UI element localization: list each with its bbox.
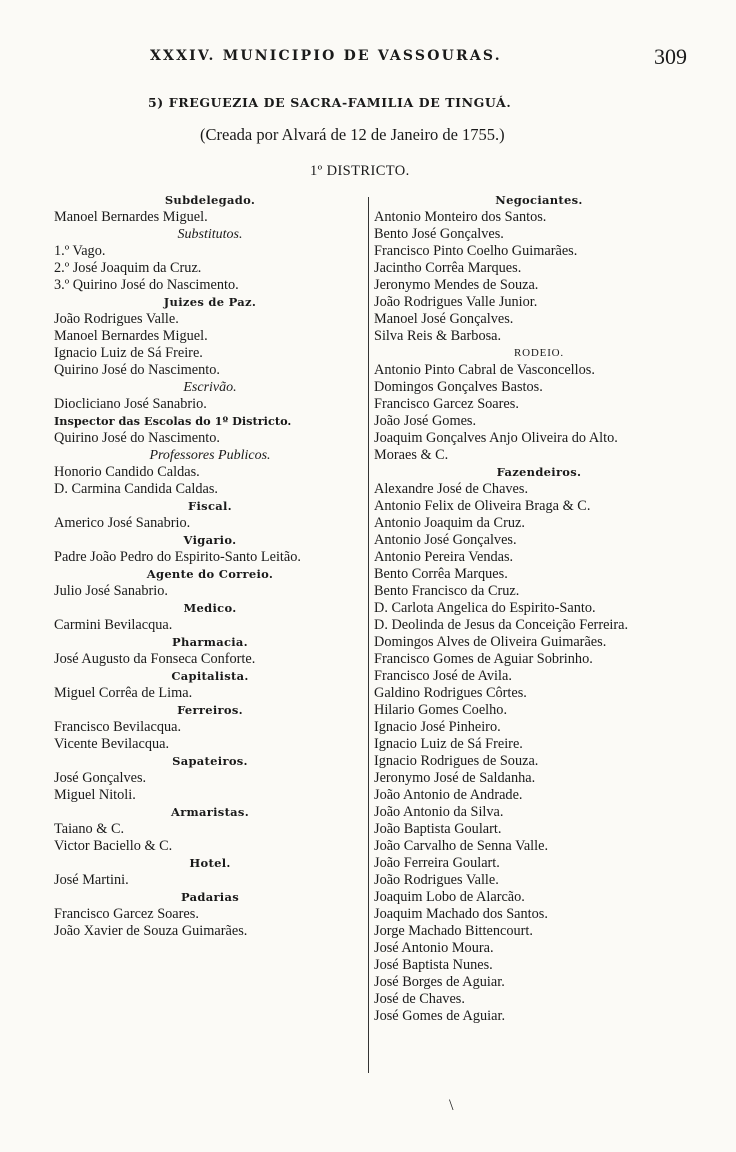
category-heading: Medico. (183, 601, 237, 615)
list-entry: Hilario Gomes Coelho. (374, 702, 508, 718)
list-entry: Francisco Gomes de Aguiar Sobrinho. (374, 651, 593, 667)
subheading: Substitutos. (177, 227, 243, 242)
list-entry: José Gonçalves. (54, 770, 147, 786)
category-heading: Padarias (180, 890, 240, 904)
list-entry: Joaquim Gonçalves Anjo Oliveira do Alto. (374, 430, 618, 446)
list-entry: Ignacio Luiz de Sá Freire. (54, 345, 203, 361)
list-entry: João Antonio de Andrade. (374, 787, 523, 803)
list-entry: José Borges de Aguiar. (374, 974, 505, 990)
district-heading: 1º DISTRICTO. (310, 163, 410, 179)
list-entry: José Augusto da Fonseca Conforte. (54, 651, 256, 667)
list-entry: Jeronymo Mendes de Souza. (374, 277, 539, 293)
list-entry: Antonio Joaquim da Cruz. (374, 515, 525, 531)
category-heading: Fiscal. (188, 499, 232, 513)
list-entry: Padre João Pedro do Espirito-Santo Leitão. (54, 549, 301, 565)
list-entry: João Ferreira Goulart. (374, 855, 500, 871)
list-entry: D. Deolinda de Jesus da Conceição Ferreira. (374, 617, 629, 633)
list-entry: Vicente Bevilacqua. (54, 736, 170, 752)
category-heading: Inspector das Escolas do 1º Districto. (54, 414, 292, 428)
list-entry: Miguel Nitoli. (54, 787, 136, 803)
category-heading: Sapateiros. (172, 754, 248, 768)
list-entry: Jacintho Corrêa Marques. (374, 260, 522, 276)
list-entry: Carmini Bevilacqua. (54, 617, 173, 633)
list-entry: Francisco José de Avila. (374, 668, 512, 684)
list-entry: João Antonio da Silva. (374, 804, 504, 820)
list-entry: Julio José Sanabrio. (54, 583, 168, 599)
category-heading: Pharmacia. (172, 635, 248, 649)
list-entry: Manoel José Gonçalves. (374, 311, 514, 327)
list-entry: José Antonio Moura. (374, 940, 494, 956)
list-entry: Domingos Alves de Oliveira Guimarães. (374, 634, 607, 650)
list-entry: Victor Baciello & C. (54, 838, 173, 854)
list-entry: Ignacio Luiz de Sá Freire. (374, 736, 523, 752)
list-entry: José Martini. (54, 872, 129, 888)
section-title: 5) FREGUEZIA DE SACRA-FAMILIA DE TINGUÁ. (148, 95, 512, 110)
list-entry: João José Gomes. (374, 413, 477, 429)
list-entry: Antonio Pereira Vendas. (374, 549, 514, 565)
list-entry: Bento Francisco da Cruz. (374, 583, 520, 599)
list-entry: Manoel Bernardes Miguel. (54, 209, 208, 225)
column-divider (368, 197, 369, 1073)
list-entry: João Xavier de Souza Guimarães. (54, 923, 248, 939)
category-heading: Agente do Correio. (146, 567, 274, 581)
list-entry: João Rodrigues Valle Junior. (374, 294, 538, 310)
section-subtitle: (Creada por Alvará de 12 de Janeiro de 1755.) (200, 125, 505, 144)
list-entry: Antonio Felix de Oliveira Braga & C. (374, 498, 591, 514)
list-entry: Quirino José do Nascimento. (54, 430, 220, 446)
list-entry: Francisco Bevilacqua. (54, 719, 182, 735)
list-entry: Domingos Gonçalves Bastos. (374, 379, 543, 395)
list-entry: Antonio Pinto Cabral de Vasconcellos. (374, 362, 595, 378)
list-entry: Manoel Bernardes Miguel. (54, 328, 208, 344)
page-number: 309 (654, 44, 687, 69)
left-column (54, 192, 366, 940)
list-entry: Bento José Gonçalves. (374, 226, 504, 242)
footer-mark: \ (449, 1097, 454, 1114)
category-heading: Hotel. (189, 856, 231, 870)
list-entry: Ignacio José Pinheiro. (374, 719, 501, 735)
list-entry: Moraes & C. (374, 447, 449, 463)
list-entry: 3.º Quirino José do Nascimento. (54, 277, 239, 293)
list-entry: Jeronymo José de Saldanha. (374, 770, 536, 786)
list-entry: José Gomes de Aguiar. (374, 1008, 506, 1024)
list-entry: Diocliciano José Sanabrio. (54, 396, 207, 412)
subheading: Escrivão. (183, 380, 237, 395)
list-entry: João Rodrigues Valle. (54, 311, 179, 327)
list-entry: Americo José Sanabrio. (54, 515, 191, 531)
list-entry: Francisco Garcez Soares. (54, 906, 199, 922)
list-entry: D. Carlota Angelica do Espirito-Santo. (374, 600, 596, 616)
list-entry: Taiano & C. (54, 821, 125, 837)
list-entry: João Carvalho de Senna Valle. (374, 838, 549, 854)
list-entry: Francisco Garcez Soares. (374, 396, 519, 412)
list-entry: Miguel Corrêa de Lima. (54, 685, 193, 701)
category-heading: Ferreiros. (177, 703, 243, 717)
category-heading: Juizes de Paz. (163, 295, 257, 309)
list-entry: D. Carmina Candida Caldas. (54, 481, 218, 497)
category-heading: Subdelegado. (164, 193, 256, 207)
list-entry: Antonio Monteiro dos Santos. (374, 209, 547, 225)
list-entry: Joaquim Machado dos Santos. (374, 906, 548, 922)
list-entry: Jorge Machado Bittencourt. (374, 923, 533, 939)
list-entry: Galdino Rodrigues Côrtes. (374, 685, 527, 701)
list-entry: Silva Reis & Barbosa. (374, 328, 502, 344)
category-heading: Armaristas. (170, 805, 250, 819)
running-header-title: XXXIV. MUNICIPIO DE VASSOURAS. (150, 48, 502, 64)
list-entry: 1.º Vago. (54, 243, 106, 259)
list-entry: João Baptista Goulart. (374, 821, 502, 837)
locality-heading: RODEIO. (514, 347, 564, 359)
category-heading: Negociantes. (495, 193, 583, 207)
list-entry: Alexandre José de Chaves. (374, 481, 529, 497)
category-heading: Capitalista. (171, 669, 249, 683)
category-heading: Fazendeiros. (496, 465, 582, 479)
list-entry: Joaquim Lobo de Alarcão. (374, 889, 525, 905)
category-heading: Vigario. (183, 533, 237, 547)
list-entry: 2.º José Joaquim da Cruz. (54, 260, 202, 276)
list-entry: João Rodrigues Valle. (374, 872, 499, 888)
list-entry: Quirino José do Nascimento. (54, 362, 220, 378)
subheading: Professores Publicos. (149, 448, 271, 463)
list-entry: José de Chaves. (374, 991, 465, 1007)
list-entry: José Baptista Nunes. (374, 957, 493, 973)
list-entry: Antonio José Gonçalves. (374, 532, 517, 548)
list-entry: Bento Corrêa Marques. (374, 566, 508, 582)
list-entry: Francisco Pinto Coelho Guimarães. (374, 243, 578, 259)
list-entry: Ignacio Rodrigues de Souza. (374, 753, 539, 769)
list-entry: Honorio Candido Caldas. (54, 464, 200, 480)
right-column (374, 192, 704, 1025)
